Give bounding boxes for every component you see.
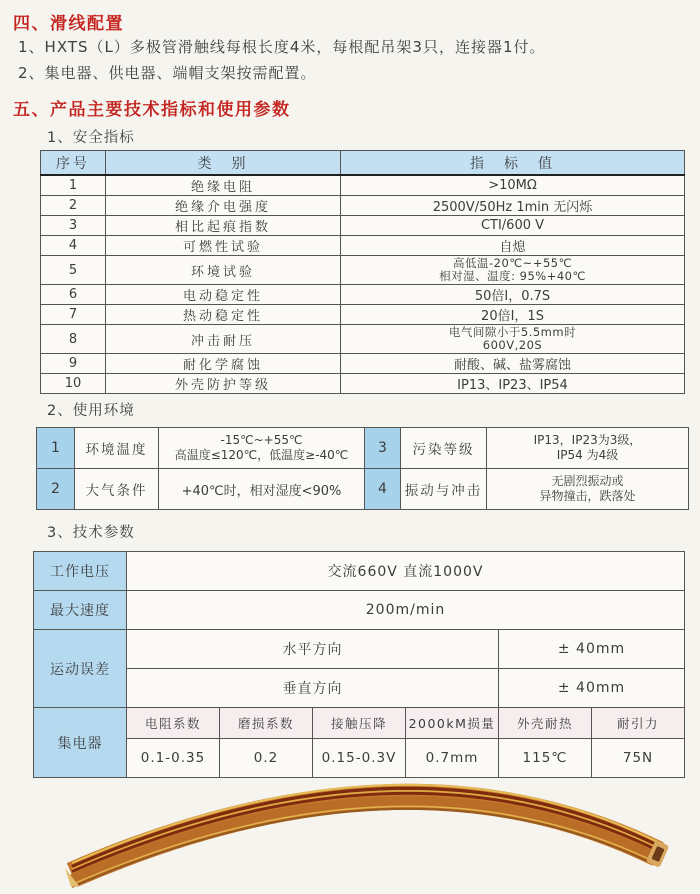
category-cell: 绝缘电阻 <box>106 175 341 196</box>
row-number-cell: 9 <box>41 354 106 374</box>
value-cell <box>487 469 689 510</box>
table-row <box>41 305 685 325</box>
category-cell: 相比起痕指数 <box>106 216 341 236</box>
row-number-cell: 7 <box>41 305 106 325</box>
category-cell: 电动稳定性 <box>106 285 341 305</box>
table-row <box>37 428 689 469</box>
category-cell: 冲击耐压 <box>106 325 341 354</box>
collector-header-cell: 电阻系数 <box>127 708 220 739</box>
table-row <box>41 374 685 394</box>
row-number-cell: 2 <box>41 196 106 216</box>
table-row <box>41 325 685 354</box>
section5-heading: 五、产品主要技术指标和使用参数 <box>13 100 291 120</box>
safety-header-row <box>41 151 685 176</box>
collector-header-cell: 磨损系数 <box>220 708 313 739</box>
value-cell: 50倍I，0.7S <box>341 285 685 305</box>
table-row <box>34 591 685 630</box>
label-cell: 最大速度 <box>34 591 127 630</box>
label-cell: 集电器 <box>34 708 127 778</box>
collector-header-cell: 接触压降 <box>313 708 406 739</box>
value-line-1: IP13，IP23为3级， <box>533 433 642 447</box>
row-number-cell: 1 <box>37 428 75 469</box>
label-cell: 振动与冲击 <box>401 469 487 510</box>
value-line-1: 无剧烈振动或 <box>551 474 624 488</box>
table-row <box>34 630 685 669</box>
collector-value-cell: 75N <box>592 739 685 778</box>
value-cell: 交流660V 直流1000V <box>127 552 685 591</box>
value-cell: ± 40mm <box>499 630 685 669</box>
collector-value-cell: 0.15-0.3V <box>313 739 406 778</box>
category-cell: 环境试验 <box>106 256 341 285</box>
safety-table <box>40 150 685 394</box>
table-row <box>41 256 685 285</box>
table-row <box>34 708 685 739</box>
category-cell: 绝缘介电强度 <box>106 196 341 216</box>
header-category: 类 别 <box>106 151 341 176</box>
table-row <box>41 216 685 236</box>
environment-table <box>36 427 689 510</box>
table-row <box>41 285 685 305</box>
row-number-cell: 4 <box>41 236 106 256</box>
value-line-2: IP54 为4级 <box>556 448 619 462</box>
label-cell: 工作电压 <box>34 552 127 591</box>
label-cell: 运动误差 <box>34 630 127 708</box>
row-number-cell: 10 <box>41 374 106 394</box>
row-number-cell: 1 <box>41 175 106 196</box>
row-number-cell: 3 <box>365 428 401 469</box>
value-cell: 2500V/50Hz 1min 无闪烁 <box>341 196 685 216</box>
subheading-tech: 3、技术参数 <box>47 525 135 541</box>
row-number-cell: 8 <box>41 325 106 354</box>
category-cell: 耐化学腐蚀 <box>106 354 341 374</box>
value-cell: 自熄 <box>341 236 685 256</box>
category-cell: 外壳防护等级 <box>106 374 341 394</box>
table-row <box>41 175 685 196</box>
row-number-cell: 5 <box>41 256 106 285</box>
collector-header-cell: 2000kM损量 <box>406 708 499 739</box>
value-cell <box>341 256 685 285</box>
label-cell: 环境温度 <box>75 428 159 469</box>
table-row <box>37 469 689 510</box>
row-number-cell: 3 <box>41 216 106 236</box>
section4-item-2: 2、集电器、供电器、端帽支架按需配置。 <box>18 64 317 82</box>
value-cell <box>487 428 689 469</box>
header-no: 序号 <box>41 151 106 176</box>
collector-value-cell: 0.2 <box>220 739 313 778</box>
category-cell: 热动稳定性 <box>106 305 341 325</box>
row-number-cell: 6 <box>41 285 106 305</box>
collector-value-cell: 0.7mm <box>406 739 499 778</box>
value-line-1: 电气间隙小于5.5mm时 <box>448 324 577 339</box>
value-line-1: -15℃~+55℃ <box>220 433 303 447</box>
row-number-cell: 2 <box>37 469 75 510</box>
tech-table <box>33 551 685 778</box>
collector-value-cell: 115℃ <box>499 739 592 778</box>
product-rail-photo <box>0 772 700 894</box>
collector-value-cell: 0.1-0.35 <box>127 739 220 778</box>
value-cell: >10MΩ <box>341 175 685 196</box>
collector-header-cell: 外壳耐热 <box>499 708 592 739</box>
value-cell: IP13、IP23、IP54 <box>341 374 685 394</box>
header-value: 指 标 值 <box>341 151 685 176</box>
row-number-cell: 4 <box>365 469 401 510</box>
label-cell: 污染等级 <box>401 428 487 469</box>
direction-cell: 水平方向 <box>127 630 499 669</box>
table-row <box>41 354 685 374</box>
direction-cell: 垂直方向 <box>127 669 499 708</box>
category-cell: 可燃性试验 <box>106 236 341 256</box>
section4-item-1: 1、HXTS（L）多极管滑触线每根长度4米，每根配吊架3只，连接器1付。 <box>18 38 546 56</box>
value-line-2: 异物撞击，跌落处 <box>539 489 636 503</box>
value-cell: 200m/min <box>127 591 685 630</box>
value-cell <box>341 325 685 354</box>
value-line-1: 高低温-20℃~+55℃ <box>452 255 573 270</box>
table-row <box>41 236 685 256</box>
value-cell: CTI/600 V <box>341 216 685 236</box>
value-cell: 20倍I，1S <box>341 305 685 325</box>
value-cell: +40℃时，相对湿度<90% <box>159 469 365 510</box>
value-cell: ± 40mm <box>499 669 685 708</box>
label-cell: 大气条件 <box>75 469 159 510</box>
value-cell: 耐酸、碱、盐雾腐蚀 <box>341 354 685 374</box>
subheading-safety: 1、安全指标 <box>47 130 135 146</box>
value-line-2: 高温度≤120℃，低温度≥-40℃ <box>174 448 349 462</box>
table-row <box>34 669 685 708</box>
value-line-2: 相对湿、温度: 95%+40℃ <box>439 269 586 283</box>
value-cell <box>159 428 365 469</box>
table-row <box>41 196 685 216</box>
collector-header-cell: 耐引力 <box>592 708 685 739</box>
subheading-environment: 2、使用环境 <box>47 403 135 419</box>
section4-heading: 四、滑线配置 <box>13 14 124 34</box>
table-row <box>34 552 685 591</box>
value-line-2: 600V,20S <box>482 338 543 352</box>
